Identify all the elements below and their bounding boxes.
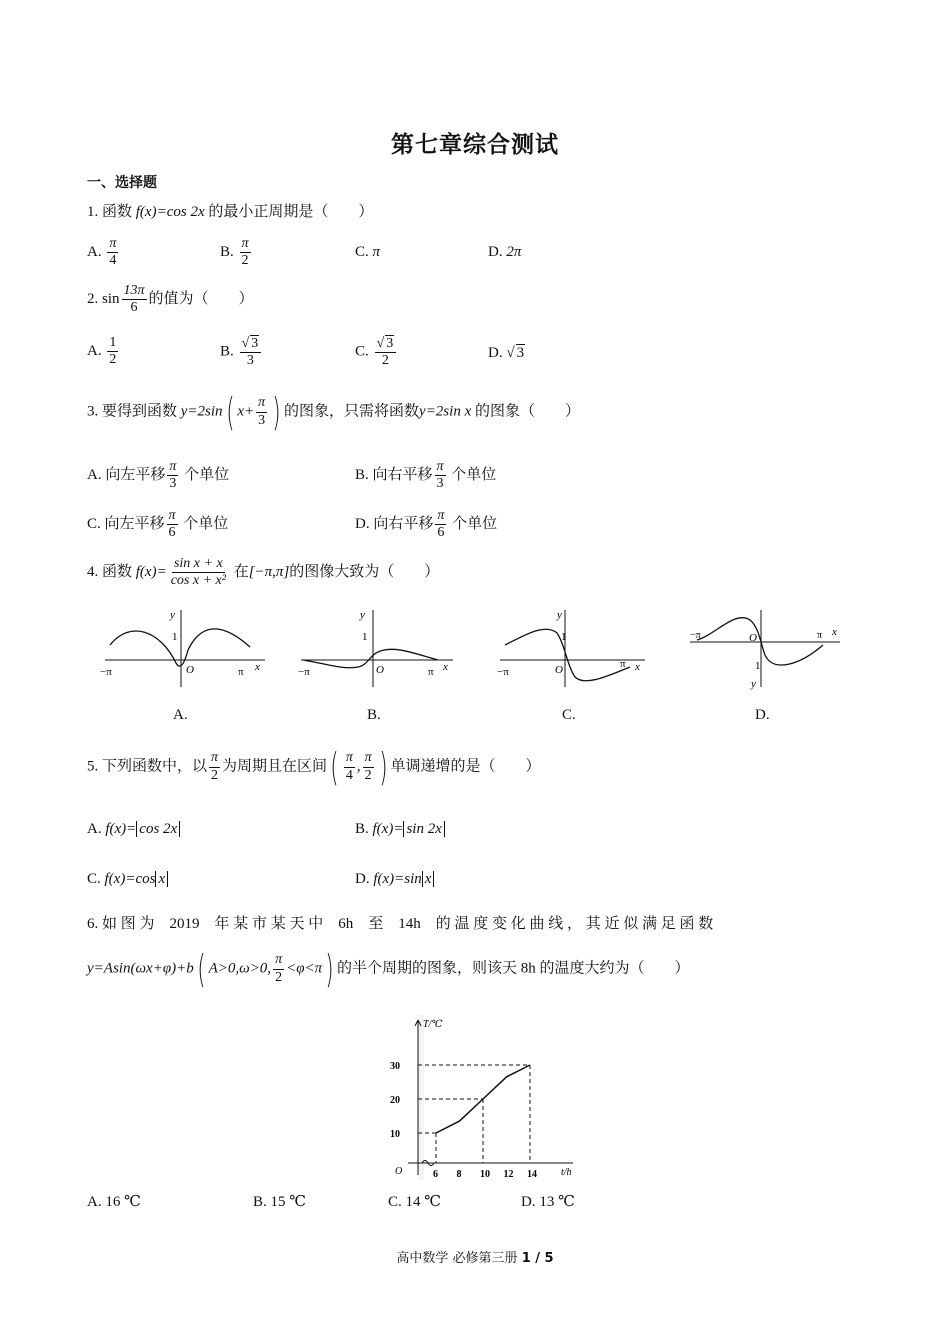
question-6: 6. 如 图 为 2019 年 某 市 某 天 中 6h 至 14h 的 温 度 变 化 曲 线 ， 其 近 似 满 足 函 数 (87, 916, 714, 932)
question-5: 5. 下列函数中，以 $\frac{\pi}{2}$ 为周期且在区间( $\frac{\pi}{4}$ , $\frac{\pi}{2}$ ) 单调递增的是（ ） (87, 745, 541, 789)
q5-option-a[interactable]: A. f(x)= cos 2x (87, 821, 180, 838)
q1-option-d[interactable]: D. 2π (488, 244, 522, 260)
pi-label: π (620, 658, 626, 670)
y-label: y (170, 609, 175, 621)
origin-label: O (186, 664, 194, 676)
y-tick-label: 30 (390, 1061, 400, 1072)
graph-c-label: C. (562, 707, 576, 723)
x-label: x (443, 661, 448, 673)
page-title: 第七章综合测试 (391, 132, 559, 158)
question-6-formula: y=Asin(ωx+φ)+b( A>0,ω>0, $\frac{\pi}{2}$ <φ<π) 的半个周期的图象，则该天 8h 的温度大约为（ ） (87, 947, 690, 991)
y-axis-label: T/℃ (423, 1019, 443, 1030)
neg-pi-label: −π (298, 666, 310, 678)
section-heading: 一、选择题 (87, 175, 157, 191)
q5-option-b[interactable]: B. f(x)= sin 2x (355, 821, 445, 838)
x-tick-label: 12 (503, 1169, 514, 1180)
q2-option-d[interactable]: D. √ 3 (488, 345, 525, 361)
q2-option-b[interactable]: B. $\frac{√ 3}{3}$ (220, 335, 263, 369)
graph-d-label: D. (755, 707, 770, 723)
question-4: 4. 函数 f(x)= $\frac{\text{sin x + x}}{\text{cos x + x²}}$ 在[−π,π]的图像大致为（ ） (87, 556, 440, 589)
x-tick-label: 14 (527, 1169, 537, 1180)
q1-option-c[interactable]: C. π (355, 244, 381, 260)
graph-c[interactable] (495, 605, 650, 690)
y-label: y (360, 609, 365, 621)
graph-b[interactable] (298, 605, 458, 690)
q6-option-b[interactable]: B. 15 ℃ (253, 1194, 307, 1210)
origin-label: O (749, 632, 757, 644)
pi-label: π (238, 666, 244, 678)
pi-label: π (428, 666, 434, 678)
q2-option-a[interactable]: A. $\frac{1}{2}$ (87, 335, 117, 368)
one-label: 1 (362, 631, 368, 643)
x-label: x (635, 661, 640, 673)
origin-label: O (555, 664, 563, 676)
graph-a-label: A. (173, 707, 188, 723)
one-label: 1 (561, 631, 567, 643)
one-label: 1 (172, 631, 178, 643)
y-label: y (751, 678, 756, 690)
q3-option-a[interactable]: A. 向左平移 $\frac{\pi}{3}$ 个单位 (87, 459, 230, 492)
question-1: 1. 函数 f(x)=cos 2x 的最小正周期是（ ） (87, 204, 374, 220)
q3-option-b[interactable]: B. 向右平移 $\frac{\pi}{3}$ 个单位 (355, 459, 497, 492)
q1-option-a[interactable]: A. $\frac{\pi}{4}$ (87, 236, 117, 269)
neg-pi-label: −π (497, 666, 509, 678)
q6-option-d[interactable]: D. 13 ℃ (521, 1194, 575, 1210)
one-label: 1 (755, 660, 761, 672)
neg-pi-label: −π (690, 630, 701, 641)
pi-label: π (817, 630, 823, 641)
y-label: y (557, 609, 562, 621)
q3-option-c[interactable]: C. 向左平移 $\frac{\pi}{6}$ 个单位 (87, 508, 229, 541)
x-tick-label: 10 (480, 1169, 490, 1180)
temperature-chart (378, 1015, 578, 1185)
q1-option-b[interactable]: B. $\frac{\pi}{2}$ (220, 236, 249, 269)
origin-label: O (376, 664, 384, 676)
graph-a[interactable] (100, 605, 270, 690)
y-tick-label: 10 (390, 1129, 400, 1140)
chart-origin: O (395, 1166, 403, 1177)
q6-option-a[interactable]: A. 16 ℃ (87, 1194, 141, 1210)
q5-option-d[interactable]: D. f(x)=sin x (355, 871, 434, 888)
x-tick-label: 6 (433, 1169, 438, 1180)
page-footer: 高中数学 必修第三册 1 / 5 (396, 1251, 554, 1266)
q5-option-c[interactable]: C. f(x)=cos x (87, 871, 168, 888)
graph-d[interactable] (685, 605, 845, 690)
neg-pi-label: −π (100, 666, 112, 678)
x-tick-label: 8 (456, 1169, 462, 1180)
question-3: 3. 要得到函数 y=2sin( x+ $\frac{\pi}{3}$ ) 的图象，只需将函数y=2sin x 的图象（ ） (87, 390, 580, 434)
y-tick-label: 20 (390, 1095, 400, 1106)
graph-b-label: B. (367, 707, 381, 723)
x-label: x (832, 626, 837, 638)
question-2: 2. sin $\frac{13\pi}{6}$ 的值为（ ） (87, 283, 254, 316)
q6-option-c[interactable]: C. 14 ℃ (388, 1194, 442, 1210)
x-label: x (255, 661, 260, 673)
q2-option-c[interactable]: C. $\frac{√ 3}{2}$ (355, 335, 398, 369)
q3-option-d[interactable]: D. 向右平移 $\frac{\pi}{6}$ 个单位 (355, 508, 498, 541)
x-axis-label: t/h (561, 1167, 572, 1178)
